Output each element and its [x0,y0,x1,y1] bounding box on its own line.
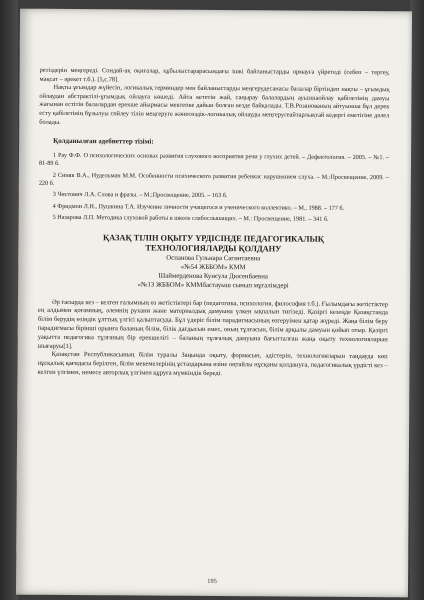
references-title: Қолданылған әдебиеттер тізімі: [53,137,154,146]
reference-item: 5 Назарова Л.П. Методика слуховой работы в школе слабослышащих. – М.: Просвещение, 1981. – 341 б. [52,214,329,223]
page-content [37,67,389,380]
reference-item: 2 Синяк В.А., Нудельман М.М. Особенности психического развития ребенкас нарушением слуха. – М.:Просвещение, 2009. – 220 б. [38,171,389,187]
paragraph-2: Нақты ұғымдар жүйесін, логикалық терминдер мен байланыстарды меңгерудесанасы балалар біртіндеп нақты – ұғымдық ойлаудан абстрактілі-ұғымдық ойлауға көшеді. Айта кететін жай, саңырау балалардың ауызшаойлау қабілетінің дамуы жағынан естітін балалардан ерекше айырмасы мектепке дайын болған кезде байқалады. Т.В.Розанованың айтуынша бұл дерек есту қабілетінің бұзылуы сөйлеу тілін меңгеруге жәнесөздік-логикалық ойлауды меңгеругеайтарлықтай кедергі еметігіне дәлел болады. [39,84,390,126]
paragraph-1: ретіздерін меңгереді. Сондай-ақ оқиғалар, құбылыстарарасындағы ішкі байланыстарды ормауға үйретеді (себеп – тергеу, мақсат – әрекет т.б.). [5,с.78]. [39,66,390,83]
scan-left-edge [0,0,18,600]
scan-right-edge [410,0,424,600]
article-body [37,298,388,380]
article-paragraph-2: Қазақстан Республикасының білім туралы Заңында оқыту, формасын, әдістерін, технологияларын таңдауда көп нұсқалық қағидасы берілген, білім мекемелерінің ұстаздарына өзіне оңтайлы нұсқаны қолдануға, педагогикалық үрдісті кез – келген үлгімен, немесе авторлық үлгімен құруға мүмкіндік береді. [37,351,388,378]
author-2-org: «№13 ЖББОМ» КММбастауыш сынып мұғалімдері [137,281,289,290]
author-2-name: Шаймерденова Кунсула Дюсенбаевна [158,272,268,280]
author-1-org: «№54 ЖББОМ» КММ [180,263,246,271]
page-number: 195 [207,577,217,586]
article-title-line-1: ҚАЗАҚ ТІЛІН ОҚЫТУ ҮРДІСІНДЕ ПЕДАГОГИКАЛЫҚ [103,232,324,244]
reference-item: 1 Рау Ф.Ф. О психологических основах развития слухового восприятия речи у глухих детей. – Дефектология. – 2005. – №1. – 81-89 б. [38,151,390,168]
reference-item: 3 Чистович Л.А. Слова и фразы. – М.:Просвещение, 2005. – 163 б. [52,191,228,200]
article-title-line-2: ТЕХНОЛОГИЯЛАРДЫ ҚОЛДАНУ [145,243,282,254]
article-title [38,232,388,254]
reference-item: 4 Фридмон Л.Н., Пушкина Т.А. Изучение личности учащегося и ученического коллектико. – М., 1988. – 177 б. [52,202,345,212]
author-1-name: Оспанова Гульнара Сагинтаевна [166,254,261,262]
article-paragraph-1: Әр ғасырда кез – келген ғалымның өз жетістіктері бар (педагогика, психология, философия т.б.). Ғылымдағы жетістіктер ең алдымен қоғамның, әлемнің рухани және материалдық дамуына үлкен ықпалын тигізеді. Қазіргі кезеңде Қазақстанда білім берудің өзіндік ұлттық үлгісі қалыптасуда. Бұл үдеріс білім парадигмасының өзгеруімен қатар жүреді. Жаңа білім беру парадигмасы бірінші орынға баланың білім, білік дағдысын емес, оның тұлғасын, білім арқылы дамуын қойып отыр. Қазіргі уақытта педагогика тұлғаның бір ерекшелігі – баланың тұлғалық дамуына бағытталған жаңа оқыту технологияларын шығаруы[1]. [37,298,389,350]
document-page [16,9,412,598]
